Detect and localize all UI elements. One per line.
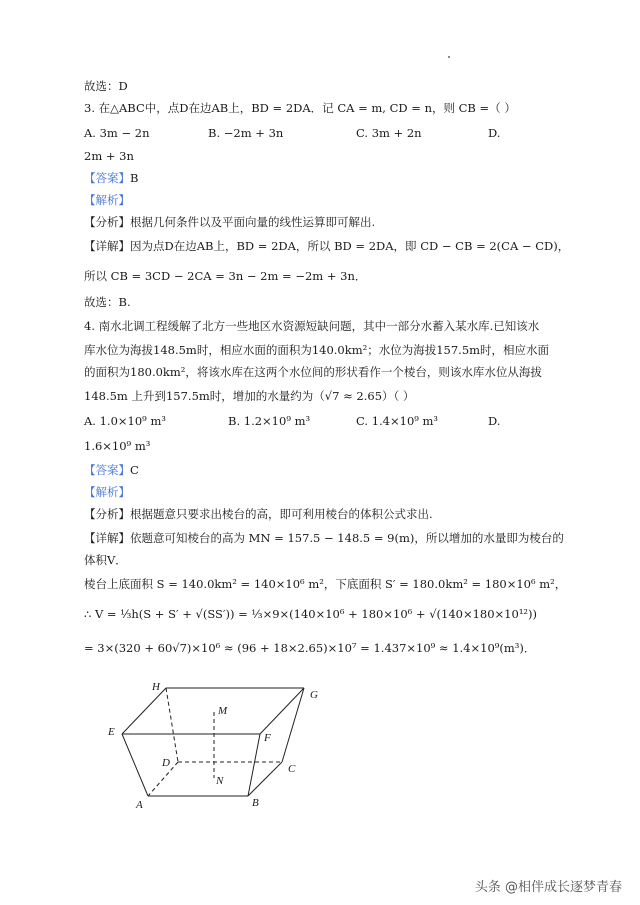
point-m: M	[218, 705, 228, 717]
q4-option-d: D.	[488, 414, 501, 428]
q4-option-c: C. 1.4×10⁹ m³	[356, 414, 439, 428]
q4-stem-1: 4. 南水北调工程缓解了北方一些地区水资源短缺问题，其中一部分水蓄入某水库.已知该水	[84, 319, 540, 333]
vertex-h: H	[152, 681, 160, 693]
q4-stem-2: 库水位为海拔148.5m时，相应水面的面积为140.0km²；水位为海拔157.5m时，相应水面	[84, 343, 550, 357]
xiangjie-tag: 【详解】	[84, 239, 130, 253]
q3-option-a: A. 3m − 2n	[84, 126, 150, 140]
q3-stem: 3. 在△ABC中，点D在边AB上，BD = 2DA．记 CA = m, CD = n，则 CB =（ ）	[84, 101, 516, 115]
q3-option-b: B. −2m + 3n	[208, 126, 284, 140]
q4-stem-3: 的面积为180.0km²，将该水库在这两个水位间的形状看作一个棱台，则该水库水位从海拔	[84, 365, 542, 379]
answer-value: B	[130, 171, 139, 185]
answer-tag: 【答案】	[84, 171, 130, 185]
q4-option-d-value: 1.6×10⁹ m³	[84, 439, 151, 453]
vertex-a: A	[136, 799, 143, 811]
q4-area-line: 棱台上底面积 S = 140.0km² = 140×10⁶ m²，下底面积 S′ = 180.0km² = 180×10⁶ m²，	[84, 577, 567, 591]
q3-option-d: D.	[488, 126, 501, 140]
q4-option-a: A. 1.0×10⁹ m³	[84, 414, 166, 428]
vertex-d: D	[162, 757, 170, 769]
q3-analysis-tag: 【解析】	[84, 193, 130, 207]
vertex-b: B	[252, 797, 259, 809]
q4-option-b: B. 1.2×10⁹ m³	[228, 414, 311, 428]
xiangjie-text: 因为点D在边AB上，BD = 2DA，所以 BD = 2DA，即 CD − CB = 2(CA − CD)，	[130, 239, 570, 253]
edge-eh	[122, 688, 166, 734]
q3-detail-row-2: 所以 CB = 3CD − 2CA = 3n − 2m = −2m + 3n．	[84, 269, 367, 283]
q4-analysis-tag: 【解析】	[84, 485, 130, 499]
q3-conclusion: 故选：B.	[84, 295, 131, 309]
line-answer-prev: 故选：D	[84, 79, 128, 93]
edge-fb	[248, 734, 260, 796]
xiangjie-text: 依题意可知棱台的高为 MN = 157.5 − 148.5 = 9(m)，所以增加的水量即为棱台的	[130, 531, 564, 545]
q4-detail-row-2: 体积V．	[84, 553, 127, 567]
answer-tag: 【答案】	[84, 463, 130, 477]
fenxi-tag: 【分析】	[84, 507, 130, 521]
fenxi-text: 根据题意只要求出棱台的高，即可利用棱台的体积公式求出.	[130, 507, 433, 521]
watermark: 头条 @相伴成长逐梦青春	[474, 880, 622, 895]
answer-value: C	[130, 463, 139, 477]
edge-ea	[122, 734, 148, 796]
fenxi-tag: 【分析】	[84, 215, 130, 229]
fenxi-text: 根据几何条件以及平面向量的线性运算即可解出.	[130, 215, 376, 229]
q3-option-d-value: 2m + 3n	[84, 149, 134, 163]
edge-hd	[166, 688, 178, 762]
vertex-c: C	[288, 763, 296, 775]
q4-volume-formula: ∴ V = ⅓h(S + S′ + √(SS′)) = ⅓×9×(140×10⁶ + 180×10⁶ + √(140×180×10¹²))	[84, 607, 538, 621]
vertex-e: E	[108, 726, 115, 738]
q3-option-c: C. 3m + 2n	[356, 126, 422, 140]
xiangjie-tag: 【详解】	[84, 531, 130, 545]
vertex-f: F	[264, 732, 271, 744]
q4-volume-result: = 3×(320 + 60√7)×10⁶ ≈ (96 + 18×2.65)×10⁷ = 1.437×10⁹ ≈ 1.4×10⁹(m³)．	[84, 641, 536, 655]
point-n: N	[216, 775, 224, 787]
q4-stem-4: 148.5m 上升到157.5m时，增加的水量约为（√7 ≈ 2.65）（ ）	[84, 389, 415, 403]
vertex-g: G	[310, 689, 318, 701]
